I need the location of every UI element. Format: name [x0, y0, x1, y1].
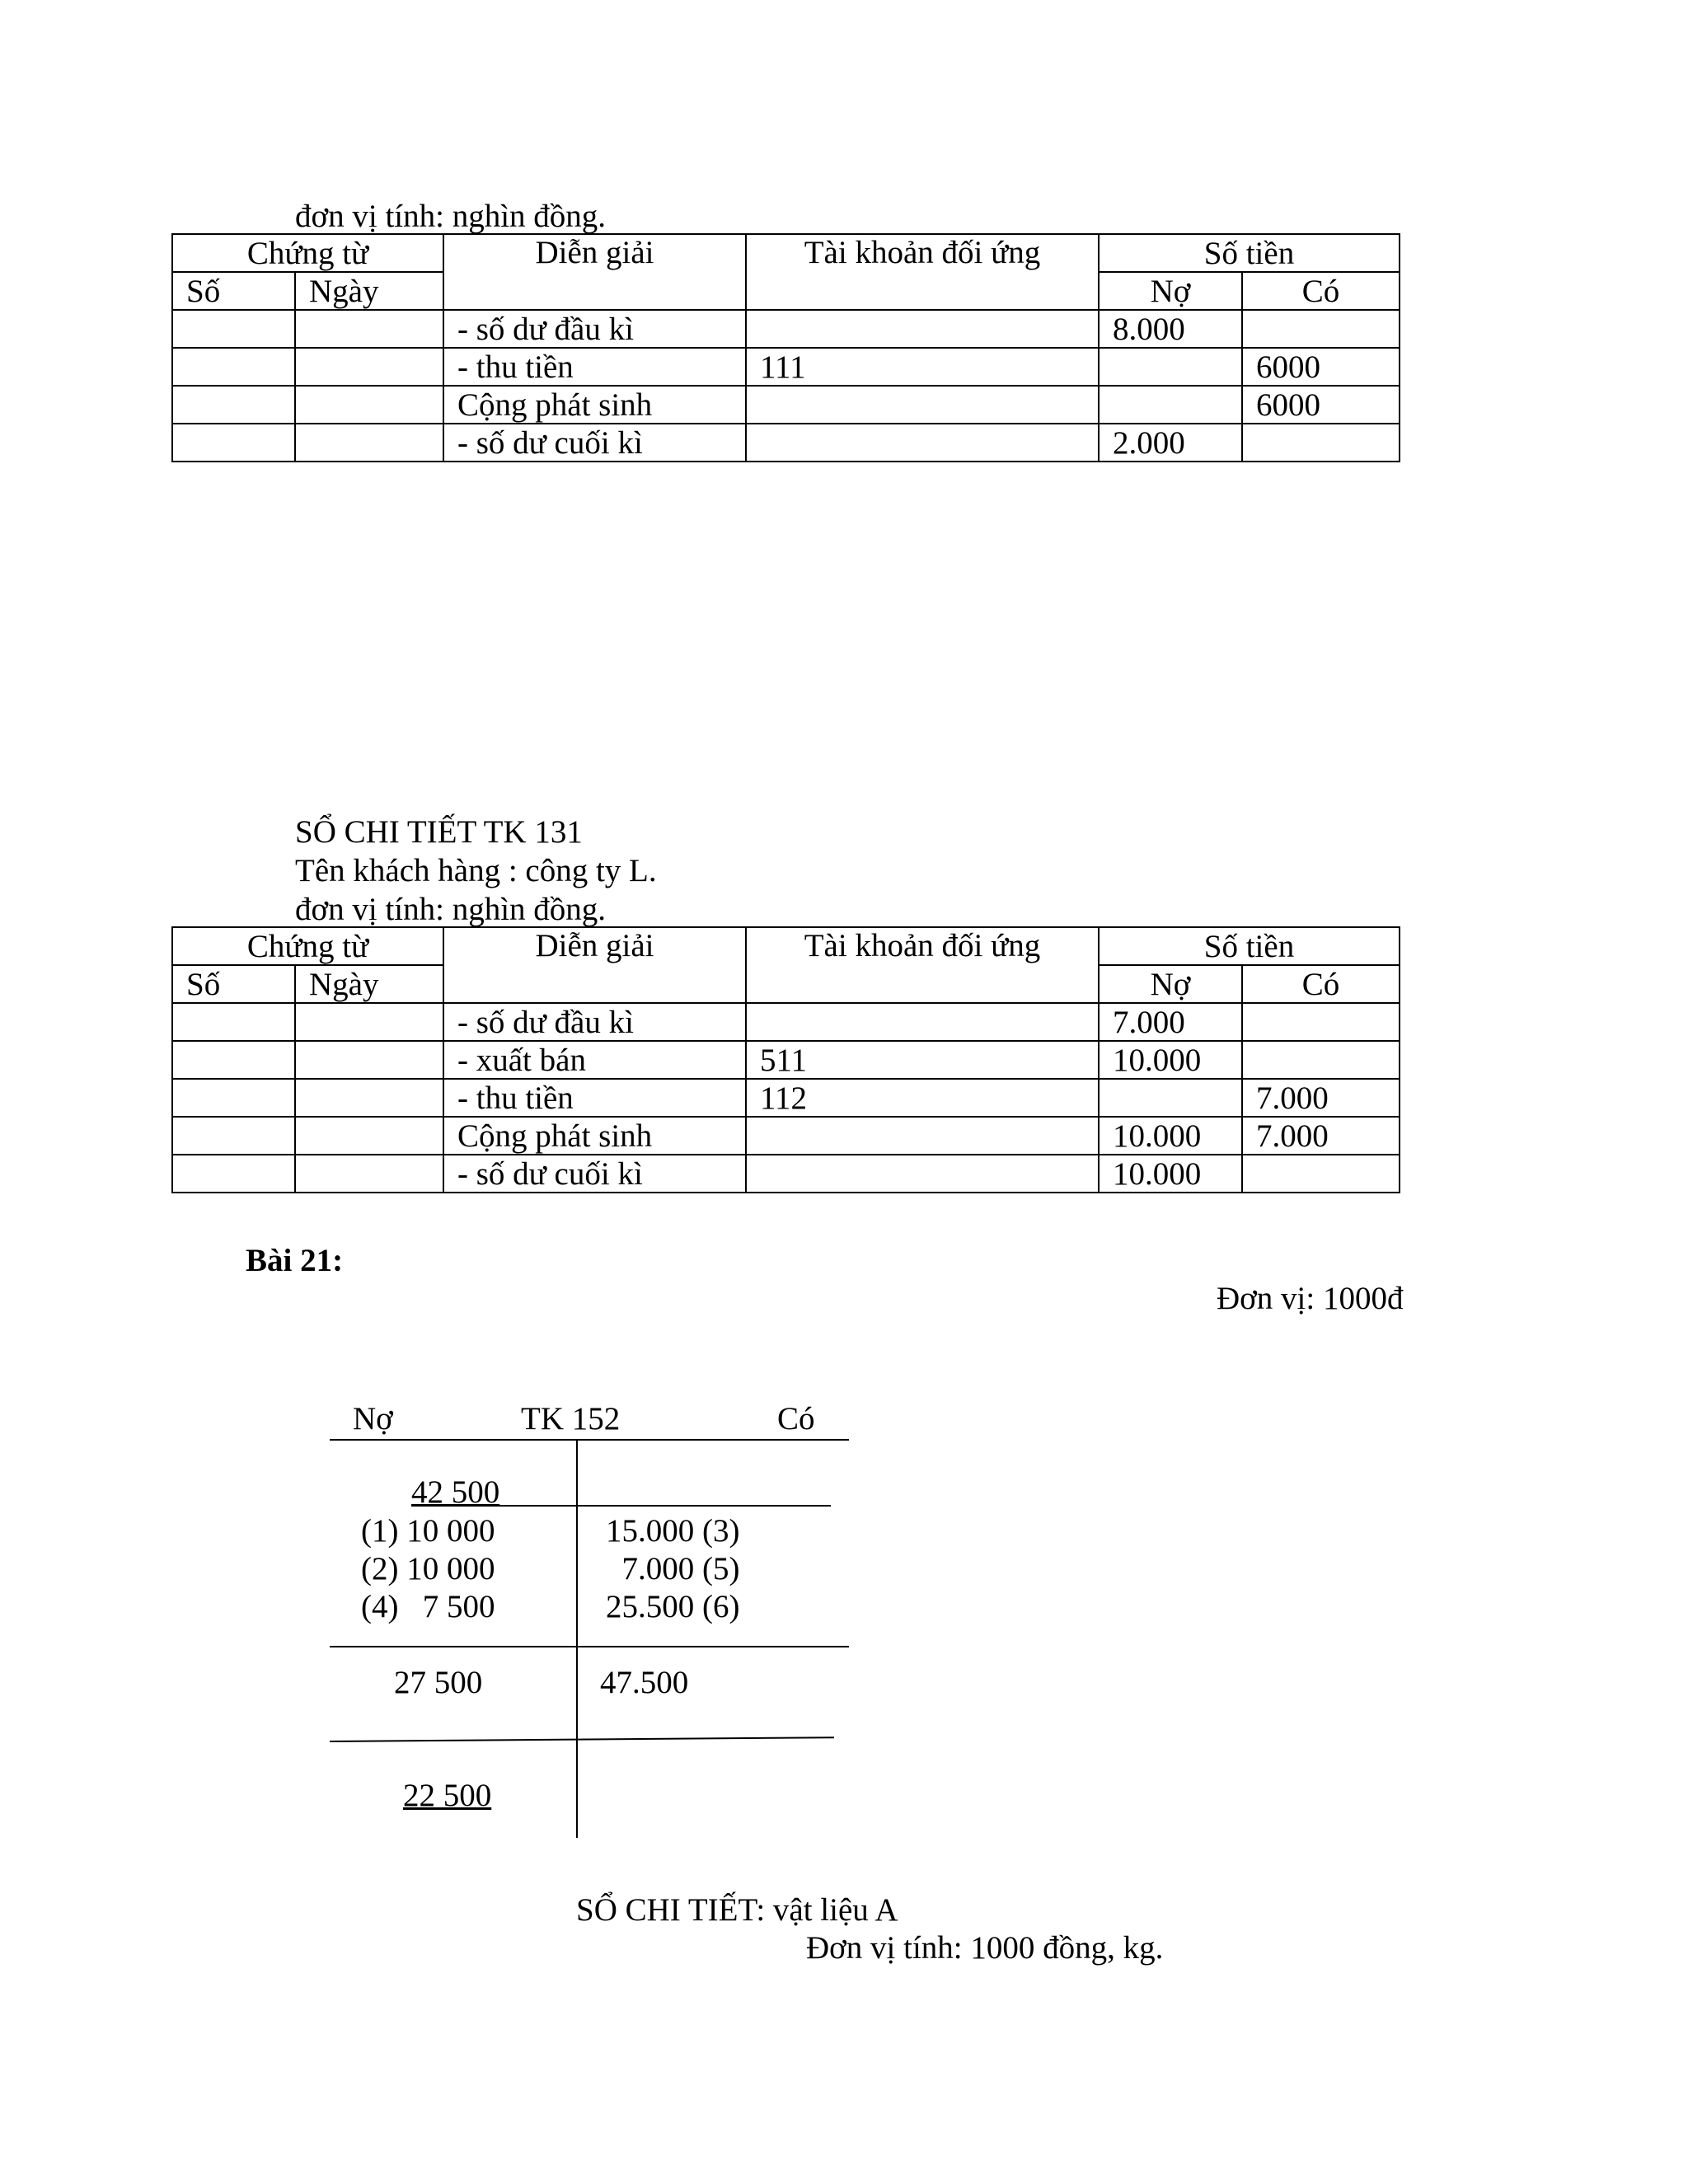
- ledger-title: SỔ CHI TIẾT TK 131: [295, 814, 583, 850]
- cell-description: - số dư cuối kì: [443, 424, 746, 462]
- t-account-debit-label: Nợ: [353, 1401, 393, 1436]
- debit-total: 27 500: [394, 1665, 483, 1700]
- cell-account: [746, 424, 1099, 462]
- cell-number: [172, 310, 295, 348]
- opening-balance: 42 500: [411, 1474, 500, 1510]
- unit-label: đơn vị tính: nghìn đồng.: [295, 892, 607, 927]
- totals-line: [330, 1646, 849, 1647]
- table-row: [172, 1155, 1400, 1193]
- credit-entry: 15.000 (3): [606, 1513, 740, 1549]
- header-date: Ngày: [295, 965, 443, 1003]
- cell-debit: 2.000: [1099, 424, 1242, 462]
- table-row: [172, 1041, 1400, 1079]
- cell-account: 111: [746, 348, 1099, 386]
- cell-account: 511: [746, 1041, 1099, 1079]
- t-account-divider: [576, 1440, 578, 1838]
- table-row: [172, 310, 1400, 348]
- header-contra-account: Tài khoản đối ứng: [746, 234, 1099, 310]
- debit-entry: (4) 7 500: [361, 1589, 495, 1624]
- cell-number: [172, 386, 295, 424]
- cell-description: - thu tiền: [443, 348, 746, 386]
- cell-number: [172, 1079, 295, 1117]
- table-row: [172, 386, 1400, 424]
- cell-debit: 8.000: [1099, 310, 1242, 348]
- table-row: [172, 1003, 1400, 1041]
- cell-debit: [1099, 348, 1242, 386]
- cell-credit: [1242, 1041, 1400, 1079]
- cell-date: [295, 1079, 443, 1117]
- cell-credit: [1242, 424, 1400, 462]
- cell-description: Cộng phát sinh: [443, 1117, 746, 1155]
- cell-number: [172, 1041, 295, 1079]
- cell-credit: [1242, 1003, 1400, 1041]
- cell-debit: 10.000: [1099, 1041, 1242, 1079]
- cell-date: [295, 1003, 443, 1041]
- table-row: [172, 1117, 1400, 1155]
- header-number: Số: [172, 272, 295, 310]
- closing-balance: 22 500: [403, 1778, 492, 1813]
- unit-note: Đơn vị: 1000đ: [1217, 1281, 1404, 1316]
- cell-credit: 6000: [1242, 348, 1400, 386]
- exercise-title: Bài 21:: [246, 1243, 344, 1278]
- t-account-credit-label: Có: [777, 1401, 815, 1436]
- header-debit: Nợ: [1099, 965, 1242, 1003]
- cell-account: [746, 1117, 1099, 1155]
- cell-date: [295, 386, 443, 424]
- header-amount: Số tiền: [1099, 927, 1400, 965]
- header-date: Ngày: [295, 272, 443, 310]
- cell-number: [172, 348, 295, 386]
- detail-ledger-unit: Đơn vị tính: 1000 đồng, kg.: [806, 1930, 1164, 1966]
- cell-credit: 6000: [1242, 386, 1400, 424]
- credit-total: 47.500: [600, 1665, 689, 1700]
- cell-description: Cộng phát sinh: [443, 386, 746, 424]
- cell-description: - thu tiền: [443, 1079, 746, 1117]
- cell-description: - số dư cuối kì: [443, 1155, 746, 1193]
- cell-description: - số dư đầu kì: [443, 310, 746, 348]
- t-account-name: TK 152: [521, 1401, 621, 1436]
- opening-balance-line: [491, 1505, 831, 1507]
- header-credit: Có: [1242, 965, 1400, 1003]
- closing-line: [330, 1736, 834, 1742]
- detail-ledger-title: SỔ CHI TIẾT: vật liệu A: [576, 1892, 898, 1928]
- header-voucher: Chứng từ: [172, 927, 443, 965]
- header-voucher: Chứng từ: [172, 234, 443, 272]
- cell-description: - số dư đầu kì: [443, 1003, 746, 1041]
- cell-debit: 7.000: [1099, 1003, 1242, 1041]
- header-number: Số: [172, 965, 295, 1003]
- cell-number: [172, 1117, 295, 1155]
- cell-debit: 10.000: [1099, 1155, 1242, 1193]
- table-row: [172, 424, 1400, 462]
- credit-entry: 7.000 (5): [606, 1551, 740, 1586]
- cell-account: [746, 310, 1099, 348]
- cell-account: [746, 1155, 1099, 1193]
- cell-number: [172, 1003, 295, 1041]
- cell-number: [172, 1155, 295, 1193]
- debit-entry: (2) 10 000: [361, 1551, 495, 1586]
- ledger-table: [171, 926, 1400, 1193]
- cell-credit: 7.000: [1242, 1117, 1400, 1155]
- header-debit: Nợ: [1099, 272, 1242, 310]
- cell-date: [295, 424, 443, 462]
- ledger-table: [171, 233, 1400, 462]
- cell-date: [295, 1041, 443, 1079]
- header-amount: Số tiền: [1099, 234, 1400, 272]
- cell-debit: [1099, 386, 1242, 424]
- cell-date: [295, 348, 443, 386]
- header-description: Diễn giải: [443, 927, 746, 1003]
- cell-debit: 10.000: [1099, 1117, 1242, 1155]
- t-account-top-line: [330, 1439, 849, 1441]
- header-description: Diễn giải: [443, 234, 746, 310]
- unit-label: đơn vị tính: nghìn đồng.: [295, 199, 607, 234]
- header-credit: Có: [1242, 272, 1400, 310]
- cell-description: - xuất bán: [443, 1041, 746, 1079]
- table-row: [172, 348, 1400, 386]
- table-row: [172, 1079, 1400, 1117]
- cell-credit: 7.000: [1242, 1079, 1400, 1117]
- cell-credit: [1242, 310, 1400, 348]
- cell-date: [295, 1117, 443, 1155]
- credit-entry: 25.500 (6): [606, 1589, 740, 1624]
- cell-date: [295, 310, 443, 348]
- cell-date: [295, 1155, 443, 1193]
- cell-account: 112: [746, 1079, 1099, 1117]
- cell-credit: [1242, 1155, 1400, 1193]
- debit-entry: (1) 10 000: [361, 1513, 495, 1549]
- customer-name: Tên khách hàng : công ty L.: [295, 853, 657, 888]
- cell-account: [746, 1003, 1099, 1041]
- cell-number: [172, 424, 295, 462]
- cell-debit: [1099, 1079, 1242, 1117]
- header-contra-account: Tài khoản đối ứng: [746, 927, 1099, 1003]
- cell-account: [746, 386, 1099, 424]
